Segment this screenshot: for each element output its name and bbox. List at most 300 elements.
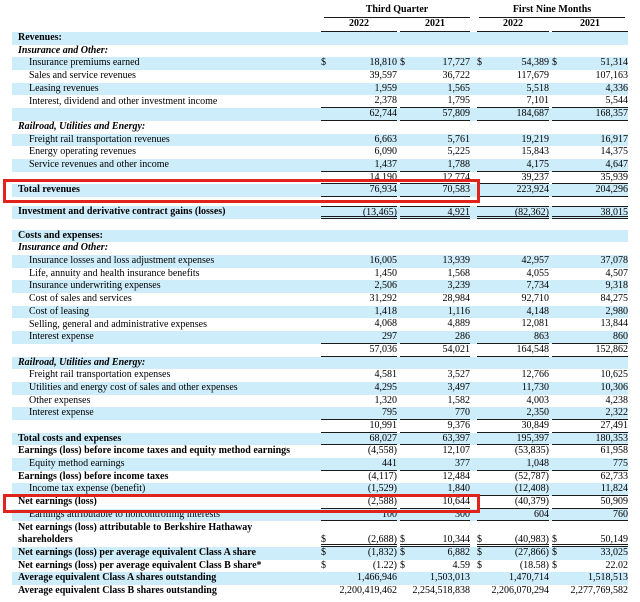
- value: 84,275: [600, 293, 628, 305]
- value-cell: [321, 433, 397, 446]
- value: 4,507: [605, 267, 628, 279]
- value-cell: [321, 184, 397, 197]
- value-cell: [400, 280, 470, 293]
- value: 4,068: [374, 318, 397, 330]
- value-cell: [321, 458, 397, 471]
- table-row: [12, 57, 628, 70]
- row-label: Leasing revenues: [29, 82, 99, 94]
- value: 7,734: [526, 280, 549, 292]
- value: 14,375: [600, 146, 628, 158]
- value: 1,048: [526, 458, 549, 469]
- value-cell: [321, 445, 397, 458]
- value: 1,116: [447, 305, 470, 317]
- value-cell: [321, 83, 397, 96]
- table-row: [12, 382, 628, 395]
- value: 17,727: [442, 57, 470, 69]
- row-label: Net earnings (loss) per average equivalent Class A share: [18, 546, 256, 558]
- value-cell: [477, 268, 549, 281]
- value-cell: [552, 547, 628, 560]
- value: 10,625: [600, 369, 628, 381]
- value-cell: [477, 206, 549, 219]
- value: 10,991: [369, 419, 397, 431]
- value: 1,466,946: [357, 572, 397, 584]
- value-cell: [552, 509, 628, 522]
- row-label: Selling, general and administrative expenses: [29, 318, 208, 330]
- value-cell: [552, 95, 628, 108]
- value: 28,984: [442, 293, 470, 305]
- value: 1,565: [447, 82, 470, 94]
- value-cell: [400, 547, 470, 560]
- value: 863: [534, 331, 549, 343]
- value: 12,081: [521, 318, 549, 330]
- value-cell: [477, 458, 549, 471]
- year-header-row: [12, 18, 628, 32]
- value-cell: [552, 585, 628, 598]
- value: 1,437: [374, 158, 397, 170]
- value-cell: [400, 331, 470, 344]
- value: (40,983): [514, 534, 549, 546]
- row-label: Net earnings (loss): [18, 496, 97, 508]
- value: 35,939: [600, 171, 628, 183]
- value: 27,491: [600, 419, 628, 431]
- value-cell: [400, 560, 470, 573]
- value: 54,021: [442, 343, 470, 355]
- dollar-sign: $: [400, 546, 405, 558]
- value: 61,958: [600, 445, 628, 457]
- value-cell: [477, 369, 549, 382]
- value-cell: [477, 344, 549, 357]
- value-cell: [321, 230, 397, 243]
- value-cell: [400, 95, 470, 108]
- value-cell: [321, 32, 397, 45]
- row-label: Earnings (loss) before income taxes: [18, 470, 169, 482]
- value: (82,362): [514, 206, 549, 218]
- value-cell: [321, 534, 397, 547]
- value-cell: [400, 318, 470, 331]
- value: 92,710: [521, 293, 549, 305]
- value-cell: [552, 471, 628, 484]
- row-label: Cost of leasing: [29, 305, 89, 317]
- value-cell: [477, 382, 549, 395]
- value-cell: [477, 32, 549, 45]
- value-cell: [552, 369, 628, 382]
- table-row: [12, 268, 628, 281]
- column-group-header-row: [12, 3, 628, 18]
- value: (53,835): [514, 445, 549, 457]
- row-label: Equity method earnings: [29, 458, 125, 470]
- value-cell: [400, 420, 470, 433]
- value-cell: [400, 458, 470, 471]
- row-label: Sales and service revenues: [29, 70, 136, 82]
- value-cell: [477, 293, 549, 306]
- value: 223,924: [516, 184, 549, 196]
- value: 6,663: [374, 133, 397, 145]
- value-cell: [321, 547, 397, 560]
- spacer-row: [12, 197, 628, 206]
- value-cell: [552, 255, 628, 268]
- value-cell: [400, 268, 470, 281]
- row-label: Other expenses: [29, 394, 91, 406]
- value-cell: [321, 57, 397, 70]
- row-eps-class-a: [12, 547, 628, 560]
- value-cell: [477, 433, 549, 446]
- table-row: [12, 159, 628, 172]
- table-row: [12, 395, 628, 408]
- value: (1,832): [367, 546, 397, 558]
- row-insurance-expenses-subtotal: [12, 344, 628, 357]
- dollar-sign: $: [321, 534, 326, 546]
- value: 19,219: [521, 133, 549, 145]
- value: 1,568: [447, 267, 470, 279]
- value: 860: [613, 331, 628, 343]
- row-label: Insurance and Other:: [18, 242, 109, 254]
- value-cell: [400, 306, 470, 319]
- row-insurance-and-other-revenues: [12, 45, 628, 58]
- value: (1,529): [367, 483, 397, 495]
- value: 1,503,013: [430, 572, 470, 584]
- value-cell: [477, 172, 549, 185]
- value-cell: [321, 242, 397, 255]
- table-row: [12, 280, 628, 293]
- value: (2,588): [367, 496, 397, 508]
- row-label: Net earnings (loss) attributable to Berkshire Hathaway shareholders: [18, 521, 253, 546]
- value-cell: [400, 344, 470, 357]
- value: 795: [382, 407, 397, 419]
- value: 36,722: [442, 70, 470, 82]
- row-railroad-expenses-section: [12, 357, 628, 370]
- value-cell: [477, 280, 549, 293]
- value-cell: [321, 344, 397, 357]
- value: 4,003: [526, 394, 549, 406]
- table-row: [12, 471, 628, 484]
- table-row: [12, 70, 628, 83]
- value-cell: [552, 306, 628, 319]
- value: 5,761: [447, 133, 470, 145]
- value-cell: [400, 255, 470, 268]
- table-row: [12, 255, 628, 268]
- value-cell: [552, 146, 628, 159]
- dollar-sign: $: [477, 534, 482, 546]
- value: 39,237: [521, 171, 549, 183]
- value: (18.58): [519, 559, 549, 571]
- value: 68,027: [369, 432, 397, 444]
- row-label: Energy operating revenues: [29, 146, 136, 158]
- value-cell: [477, 159, 549, 172]
- row-total-costs: [12, 433, 628, 446]
- value-cell: [321, 146, 397, 159]
- value: 3,497: [447, 381, 470, 393]
- value-cell: [400, 172, 470, 185]
- value-cell: [552, 108, 628, 121]
- spacer-row: [12, 219, 628, 230]
- table-row: [12, 483, 628, 496]
- dollar-sign: $: [321, 57, 326, 69]
- value: 5,544: [605, 95, 628, 107]
- value: 760: [613, 508, 628, 520]
- value-cell: [477, 108, 549, 121]
- row-label: Revenues:: [18, 32, 62, 44]
- value-cell: [552, 32, 628, 45]
- value-cell: [552, 420, 628, 433]
- dollar-sign: $: [552, 534, 557, 546]
- dollar-sign: $: [552, 559, 557, 571]
- value: 184,687: [516, 108, 549, 120]
- value: 37,078: [600, 255, 628, 266]
- value-cell: [321, 420, 397, 433]
- row-label: Total costs and expenses: [18, 432, 122, 444]
- value: 107,163: [595, 70, 628, 82]
- value: (1.22): [372, 559, 397, 571]
- value-cell: [552, 331, 628, 344]
- value: (27,866): [514, 546, 549, 558]
- value-cell: [321, 471, 397, 484]
- value: 1,418: [374, 305, 397, 317]
- value: 76,934: [369, 184, 397, 196]
- value: 10,344: [442, 534, 470, 546]
- value-cell: [321, 585, 397, 598]
- year-header-q-2022: 2022: [321, 18, 397, 32]
- value-cell: [552, 344, 628, 357]
- value: 4,175: [526, 158, 549, 170]
- value: 12,484: [442, 470, 470, 482]
- value-cell: [552, 445, 628, 458]
- dollar-sign: $: [552, 57, 557, 69]
- value: 2,350: [526, 407, 549, 419]
- dollar-sign: $: [477, 546, 482, 558]
- value-cell: [552, 318, 628, 331]
- value-cell: [400, 159, 470, 172]
- row-label: Insurance underwriting expenses: [29, 280, 161, 292]
- value-cell: [552, 572, 628, 585]
- value-cell: [400, 471, 470, 484]
- value: (4,558): [367, 445, 397, 457]
- row-label: Costs and expenses:: [18, 229, 104, 241]
- value: 1,788: [447, 158, 470, 170]
- value-cell: [477, 560, 549, 573]
- value-cell: [400, 407, 470, 420]
- income-statement-table: [12, 0, 628, 598]
- value-cell: [477, 331, 549, 344]
- value-cell: [477, 230, 549, 243]
- value: 62,733: [600, 470, 628, 482]
- header-spacer: [12, 18, 321, 32]
- row-net-earnings-bh-shareholders: [12, 521, 628, 546]
- value: 1,795: [447, 95, 470, 107]
- row-label: Investment and derivative contract gains (losses): [18, 206, 226, 218]
- value: 4.59: [452, 559, 470, 571]
- value: 4,921: [447, 206, 470, 218]
- row-shares-class-b: [12, 585, 628, 598]
- value-cell: [552, 395, 628, 408]
- row-railroad-revenues-section: [12, 121, 628, 134]
- value-cell: [477, 572, 549, 585]
- table-row: [12, 95, 628, 108]
- value-cell: [477, 547, 549, 560]
- table-row: [12, 293, 628, 306]
- row-label: Income tax expense (benefit): [29, 483, 146, 495]
- row-label: Net earnings (loss) per average equivalent Class B share*: [18, 559, 262, 571]
- value: 38,015: [600, 206, 628, 218]
- dollar-sign: $: [321, 559, 326, 571]
- value: 2,200,419,462: [339, 584, 397, 596]
- value-cell: [477, 318, 549, 331]
- value: 15,843: [521, 146, 549, 158]
- value: 1,470,714: [509, 572, 549, 584]
- value-cell: [552, 134, 628, 147]
- value-cell: [477, 134, 549, 147]
- value-cell: [400, 369, 470, 382]
- value: 2,277,769,582: [570, 584, 628, 596]
- value-cell: [400, 121, 470, 134]
- value-cell: [400, 242, 470, 255]
- row-railroad-expenses-subtotal: [12, 420, 628, 433]
- value: 775: [613, 458, 628, 469]
- value-cell: [552, 560, 628, 573]
- table-row: [12, 509, 628, 522]
- value-cell: [477, 534, 549, 547]
- value-cell: [321, 70, 397, 83]
- value: (2,688): [367, 534, 397, 546]
- value: 18,810: [369, 57, 397, 69]
- value: 1,518,513: [588, 572, 628, 584]
- value: 4,238: [605, 394, 628, 406]
- value-cell: [477, 445, 549, 458]
- value-cell: [321, 509, 397, 522]
- value: 195,397: [516, 432, 549, 444]
- value: 2,980: [605, 305, 628, 317]
- row-label: Average equivalent Class B shares outstanding: [18, 584, 217, 596]
- value-cell: [477, 483, 549, 496]
- value-cell: [552, 483, 628, 496]
- row-label: Interest, dividend and other investment income: [29, 95, 218, 107]
- row-label: Insurance premiums earned: [29, 57, 140, 69]
- value-cell: [552, 382, 628, 395]
- value-cell: [400, 108, 470, 121]
- value-cell: [400, 509, 470, 522]
- row-label: Service revenues and other income: [29, 158, 169, 170]
- value: 54,389: [521, 57, 549, 69]
- value-cell: [321, 159, 397, 172]
- value-cell: [400, 32, 470, 45]
- value: 180,353: [595, 432, 628, 444]
- value: 604: [534, 508, 549, 520]
- value-cell: [477, 585, 549, 598]
- value-cell: [477, 255, 549, 268]
- row-label: Earnings (loss) before income taxes and equity method earnings: [18, 445, 291, 457]
- value-cell: [321, 407, 397, 420]
- value: 3,239: [447, 280, 470, 292]
- value: 9,376: [447, 419, 470, 431]
- value: 10,306: [600, 381, 628, 393]
- value: 377: [455, 458, 470, 469]
- value-cell: [552, 534, 628, 547]
- value: 62,744: [369, 108, 397, 120]
- value-cell: [321, 560, 397, 573]
- value: 4,336: [605, 82, 628, 94]
- value: 63,397: [442, 432, 470, 444]
- value-cell: [477, 45, 549, 58]
- value-cell: [552, 407, 628, 420]
- value-cell: [477, 70, 549, 83]
- value-cell: [552, 83, 628, 96]
- dollar-sign: $: [400, 559, 405, 571]
- value: 12,774: [442, 171, 470, 183]
- value-cell: [552, 496, 628, 509]
- value-cell: [400, 534, 470, 547]
- value-cell: [321, 357, 397, 370]
- value: 1,582: [447, 394, 470, 406]
- value: 14,190: [369, 171, 397, 183]
- value: 16,005: [369, 255, 397, 266]
- row-net-earnings: [12, 496, 628, 509]
- row-label: Earnings attributable to noncontrolling interests: [29, 508, 221, 520]
- value: 3,527: [447, 369, 470, 381]
- row-label: Life, annuity and health insurance benefits: [29, 267, 200, 279]
- value: 7,101: [526, 95, 549, 107]
- value-cell: [321, 45, 397, 58]
- value-cell: [400, 70, 470, 83]
- value: 4,889: [447, 318, 470, 330]
- row-investment-derivative-gains: [12, 206, 628, 219]
- value: 70,583: [442, 184, 470, 196]
- value-cell: [552, 45, 628, 58]
- value-cell: [400, 382, 470, 395]
- value-cell: [477, 306, 549, 319]
- value-cell: [477, 509, 549, 522]
- table-row: [12, 306, 628, 319]
- column-group-first-nine-months: First Nine Months: [479, 3, 625, 18]
- value: 4,647: [605, 158, 628, 170]
- value-cell: [552, 458, 628, 471]
- value: 9,318: [605, 280, 628, 292]
- value: 286: [455, 331, 470, 343]
- value-cell: [552, 70, 628, 83]
- value: 10,644: [442, 496, 470, 508]
- value-cell: [321, 134, 397, 147]
- dollar-sign: $: [321, 546, 326, 558]
- row-insurance-revenues-subtotal: [12, 108, 628, 121]
- value-cell: [477, 184, 549, 197]
- value: (13,465): [362, 206, 397, 218]
- value-cell: [400, 134, 470, 147]
- value-cell: [552, 357, 628, 370]
- value: 5,225: [447, 146, 470, 158]
- year-header-q-2021: 2021: [400, 18, 470, 32]
- value-cell: [321, 382, 397, 395]
- value: 2,206,070,294: [491, 584, 549, 596]
- row-label: Railroad, Utilities and Energy:: [18, 120, 146, 132]
- table-row: [12, 445, 628, 458]
- row-shares-class-a: [12, 572, 628, 585]
- value-cell: [552, 57, 628, 70]
- value-cell: [400, 146, 470, 159]
- value-cell: [321, 293, 397, 306]
- value: 13,844: [600, 318, 628, 330]
- table-body: [12, 32, 628, 598]
- value: 2,254,518,838: [412, 584, 470, 596]
- value-cell: [400, 230, 470, 243]
- dollar-sign: $: [400, 534, 405, 546]
- value: 57,036: [369, 343, 397, 355]
- table-row: [12, 331, 628, 344]
- value: 12,766: [521, 369, 549, 381]
- value: 4,055: [526, 267, 549, 279]
- value-cell: [321, 496, 397, 509]
- value: 300: [455, 508, 470, 520]
- value-cell: [552, 206, 628, 219]
- table-row: [12, 318, 628, 331]
- value: 51,314: [600, 57, 628, 69]
